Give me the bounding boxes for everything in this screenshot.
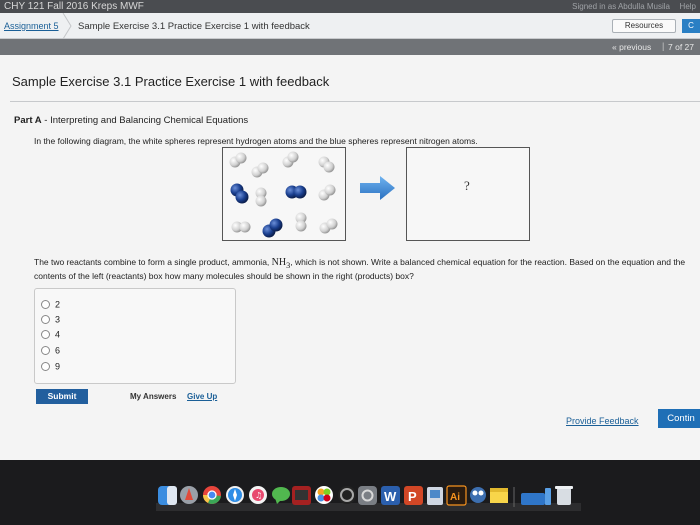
pager-bar [0,39,700,55]
option-4[interactable]: 4 [41,329,60,341]
question-part-b: , which is not shown. Write a balanced chemical equation for the reaction. Based on the equation and the contents of the left (reactants) box how many molecules should be shown in the right (products) box? [34,257,686,281]
give-up-link[interactable]: Give Up [187,392,218,401]
downloads-icon[interactable] [521,488,551,505]
messages-icon[interactable] [272,487,290,504]
part-dash: - [41,115,51,126]
option-6[interactable]: 6 [41,345,60,357]
hydrogen-molecule [319,157,335,173]
desktop-dock-area [0,460,700,525]
option-2[interactable]: 2 [41,299,60,311]
breadcrumb-separator-icon [62,13,72,39]
powerpoint-icon[interactable] [404,486,423,505]
game-icon[interactable] [470,487,486,503]
ammonia-symbol: NH [271,257,287,268]
option-3[interactable]: 3 [41,314,60,326]
diagram-description: In the following diagram, the white spheres represent hydrogen atoms and the blue spheres represent nitrogen atoms. [34,136,478,146]
part-label: Part A [14,115,42,126]
photos-icon[interactable] [315,486,333,504]
answer-options [34,288,236,384]
products-box [406,147,530,241]
launchpad-icon[interactable] [180,486,198,504]
question-part-a: The two reactants combine to form a single product, ammonia, [34,257,272,267]
course-title: CHY 121 Fall 2016 Kreps MWF [4,1,144,12]
breadcrumb-assignment-link[interactable]: Assignment 5 [4,21,59,31]
dock [156,483,581,511]
assignment-nav-bar [0,13,700,39]
title-divider [10,101,700,102]
illustrator-icon[interactable] [447,486,466,505]
notes-icon[interactable] [490,488,508,503]
pager-separator: | [662,41,665,51]
breadcrumb-current: Sample Exercise 3.1 Practice Exercise 1 with feedback [78,21,310,32]
hydrogen-molecule [320,219,338,234]
finder-icon[interactable] [158,486,177,505]
preview-icon[interactable] [427,487,443,505]
trash-icon[interactable] [555,486,573,505]
ammonia-subscript: 3 [286,261,291,270]
question-text [34,257,694,282]
course-header-bar [0,0,700,13]
reaction-arrow-icon [360,175,396,201]
nitrogen-molecule [263,219,283,238]
hydrogen-molecule [232,222,251,233]
radio-icon[interactable] [41,346,50,355]
page-indicator: 7 of 27 [668,42,694,52]
dock-icons [156,483,581,511]
help-link[interactable]: Help [679,2,696,11]
resources-button[interactable]: Resources [612,19,676,33]
tools-button[interactable]: C [682,19,700,33]
part-title: Interpreting and Balancing Chemical Equations [50,115,249,126]
photobooth-icon[interactable] [292,486,311,505]
hydrogen-molecule [252,163,269,178]
chrome-icon[interactable] [203,486,221,504]
reactant-molecules-diagram [223,148,347,242]
svg-text:Ai: Ai [450,492,460,503]
previous-link[interactable]: « previous [612,42,652,52]
svg-text:P: P [408,489,417,504]
submit-button[interactable]: Submit [36,389,88,404]
hydrogen-molecule [319,185,336,201]
ammonia-formula [272,257,291,268]
safari-icon[interactable] [226,486,244,504]
svg-text:♫: ♫ [255,491,263,500]
signed-in-label: Signed in as Abdulla Musila [572,2,670,11]
provide-feedback-link[interactable]: Provide Feedback [566,416,639,426]
nitrogen-molecule [231,184,249,204]
hydrogen-molecule [256,188,267,207]
itunes-icon[interactable] [249,486,267,504]
nitrogen-molecule [286,186,307,199]
main-content [0,55,700,460]
radio-icon[interactable] [41,315,50,324]
activity-icon[interactable] [338,486,356,504]
my-answers-link[interactable]: My Answers [130,392,177,401]
radio-icon[interactable] [41,330,50,339]
hydrogen-molecule [296,213,307,232]
word-icon[interactable] [381,486,400,505]
page-title: Sample Exercise 3.1 Practice Exercise 1 with feedback [12,74,330,89]
option-9[interactable]: 9 [41,361,60,373]
radio-icon[interactable] [41,300,50,309]
svg-text:W: W [384,489,397,504]
part-heading [14,115,248,126]
hydrogen-molecule [230,153,247,168]
continue-button[interactable]: Contin [658,409,700,428]
hydrogen-molecule [283,152,299,168]
radio-icon[interactable] [41,362,50,371]
product-unknown-mark: ? [464,178,470,193]
reactants-box [222,147,346,241]
system-preferences-icon[interactable] [358,486,377,505]
